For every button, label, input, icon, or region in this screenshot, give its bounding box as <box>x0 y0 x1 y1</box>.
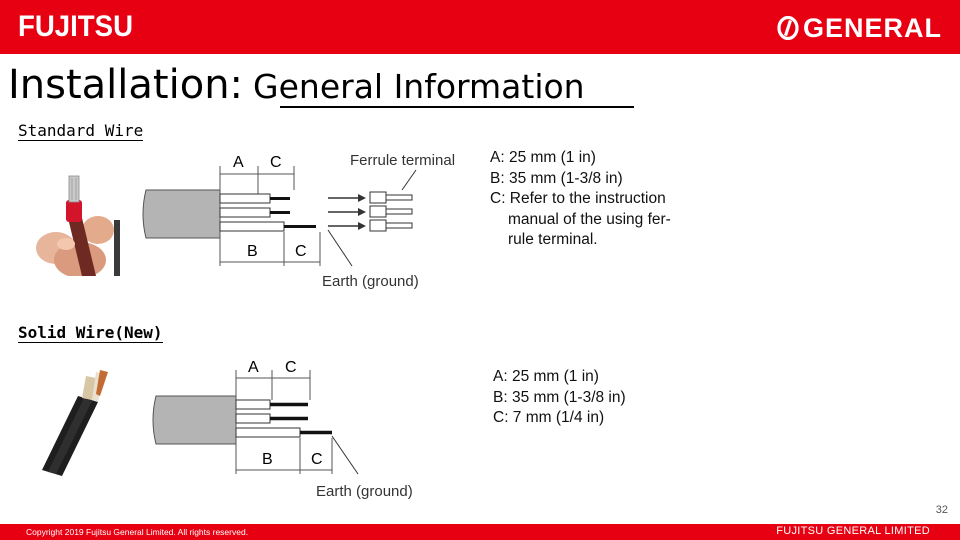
spec-line: A: 25 mm (1 in) <box>490 149 596 166</box>
fujitsu-logo: FUJITSU <box>18 10 134 43</box>
dim-c-bottom-label: C <box>295 243 307 260</box>
page-title <box>8 62 585 110</box>
header-bar <box>0 0 960 54</box>
dim-c-bottom-label: C <box>311 451 323 468</box>
copyright-text: Copyright 2019 Fujitsu General Limited. All rights reserved. <box>26 527 249 537</box>
standard-wire-label: Standard Wire <box>18 121 144 140</box>
dim-b-label: B <box>262 451 273 468</box>
spec-line: A: 25 mm (1 in) <box>493 368 599 385</box>
spec-line: C: Refer to the instruction <box>490 190 666 207</box>
footer-bar <box>0 524 960 540</box>
title-underline <box>280 106 634 108</box>
solid-wire-label: Solid Wire(New) <box>18 323 163 342</box>
dim-a-label: A <box>248 359 259 376</box>
title-sub: General Information <box>253 67 585 106</box>
dim-b-label: B <box>247 243 258 260</box>
spec-line: B: 35 mm (1-3/8 in) <box>490 169 623 187</box>
ferrule-wire-photo-icon <box>36 160 120 276</box>
dim-c-top-label: C <box>270 154 282 171</box>
earth-ground-label: Earth (ground) <box>322 273 419 290</box>
spec-line: manual of the using fer- <box>508 210 671 228</box>
page-number: 32 <box>935 504 948 516</box>
spec-line: B: 35 mm (1-3/8 in) <box>493 388 626 406</box>
solid-wire-spec <box>493 367 626 429</box>
spec-line: rule terminal. <box>508 231 598 248</box>
title-main: Installation: <box>8 62 244 108</box>
general-logo <box>777 14 942 42</box>
solid-wire-diagram <box>150 356 450 504</box>
company-name: FUJITSU GENERAL LIMITED <box>776 525 930 537</box>
general-logo-icon <box>777 16 799 40</box>
dim-c-top-label: C <box>285 359 297 376</box>
earth-ground-label: Earth (ground) <box>316 483 413 500</box>
general-logo-text: GENERAL <box>802 12 942 43</box>
ferrule-terminal-label: Ferrule terminal <box>350 152 456 169</box>
solid-wire-photo-icon <box>40 366 122 476</box>
standard-wire-diagram <box>140 146 490 294</box>
spec-line: C: 7 mm (1/4 in) <box>493 409 605 426</box>
dim-a-label: A <box>233 154 244 171</box>
standard-wire-spec <box>490 148 671 251</box>
